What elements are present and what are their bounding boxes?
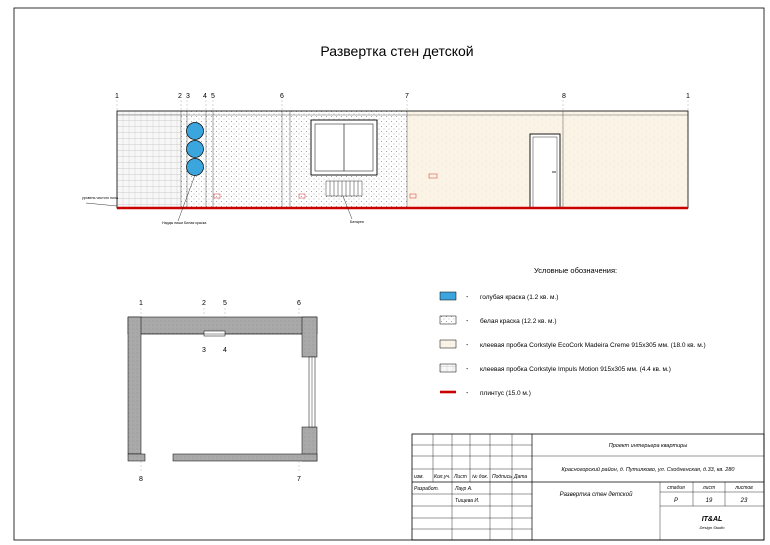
legend-swatch-cork-impuls xyxy=(440,364,456,372)
legend-dash: - xyxy=(466,390,469,397)
blue-paint-circle xyxy=(187,141,204,158)
legend xyxy=(440,266,706,397)
plan-axis-label: 2 xyxy=(202,300,206,307)
stamp-head-cell: Подпись xyxy=(492,474,512,480)
developed-label: Разработ. xyxy=(414,486,439,492)
legend-item-text: клеевая пробка Corkstyle EcoCork Madeira Creme 915x305 мм. (18.0 кв. м.) xyxy=(480,342,706,349)
sheets-value: 23 xyxy=(740,498,748,504)
company-subtitle: Design Studio xyxy=(699,525,725,530)
radiator-note: Батарея xyxy=(350,220,364,224)
legend-dash: - xyxy=(466,294,469,301)
legend-swatch-cork-madeira xyxy=(440,340,456,348)
legend-item-text: плинтус (15.0 м.) xyxy=(480,390,531,397)
axis-label: 1 xyxy=(686,93,690,100)
company-name: IT&AL xyxy=(701,516,723,523)
legend-dash: - xyxy=(466,342,469,349)
axis-label: 7 xyxy=(405,93,409,100)
legend-heading: Условные обозначения: xyxy=(534,266,618,275)
stamp-head-cell: Дата xyxy=(514,474,528,480)
plan-axis-label: 7 xyxy=(297,476,301,483)
legend-dash: - xyxy=(466,318,469,325)
plan-axis-label: 1 xyxy=(139,300,143,307)
blue-paint-circle xyxy=(187,159,204,176)
checker-name: Тищева И. xyxy=(455,498,480,504)
axis-label: 5 xyxy=(211,93,215,100)
legend-item-text: клеевая пробка Corkstyle Impuls Motion 915x305 мм. (4.4 кв. м.) xyxy=(480,366,671,373)
floor-plan xyxy=(128,300,317,483)
floor-level-leader xyxy=(86,203,117,206)
axis-label: 1 xyxy=(115,93,119,100)
stamp-head-cell: изм. xyxy=(414,474,424,480)
plan-axis-label: 4 xyxy=(223,347,227,354)
sheet-name: Развертка стен детской xyxy=(559,492,633,498)
sheets-label: листов xyxy=(735,485,753,491)
legend-item-text: белая краска (12.2 кв. м.) xyxy=(480,318,557,325)
stage-value: Р xyxy=(673,498,679,504)
niche-note: Нарды ниши Белая краска xyxy=(162,221,207,225)
legend-dash: - xyxy=(466,366,469,373)
stamp-head-cell: № док. xyxy=(472,474,489,480)
floor-level-note: уровень чистого пола xyxy=(82,196,118,200)
stage-label: стадия xyxy=(667,485,685,491)
sheet-label: лист xyxy=(702,485,716,491)
legend-swatch-blue-paint xyxy=(440,292,456,300)
legend-item-text: голубая краска (1.2 кв. м.) xyxy=(480,294,559,301)
blue-paint-circle xyxy=(187,123,204,140)
stamp-head-cell: Кол.уч. xyxy=(434,474,451,480)
window xyxy=(311,120,377,175)
radiator xyxy=(326,181,362,196)
project-name: Проект интерьера квартиры xyxy=(608,443,688,449)
cork-impuls-zone xyxy=(117,111,181,208)
legend-swatch-white-paint xyxy=(440,316,456,324)
axis-label: 8 xyxy=(562,93,566,100)
plan-axis-label: 6 xyxy=(297,300,301,307)
door xyxy=(530,134,560,208)
axis-label: 4 xyxy=(203,93,207,100)
developer-name: Лаур А. xyxy=(455,486,473,492)
axis-label: 2 xyxy=(178,93,182,100)
sheet-frame xyxy=(14,8,764,540)
plan-axis-label: 5 xyxy=(223,300,227,307)
stamp-head-cell: Лист xyxy=(454,474,467,480)
project-address: Красногорский район, д. Путилково, ул. Сходненская, д.33, кв. 280 xyxy=(561,467,735,473)
title-block xyxy=(412,434,764,540)
plan-axis-label: 3 xyxy=(202,347,206,354)
axis-label: 3 xyxy=(186,93,190,100)
sheet-value: 19 xyxy=(705,498,713,504)
plan-axis-label: 8 xyxy=(139,476,143,483)
axis-label: 6 xyxy=(280,93,284,100)
drawing-title: Развертка стен детской xyxy=(320,43,474,59)
wall-elevation xyxy=(82,93,690,225)
